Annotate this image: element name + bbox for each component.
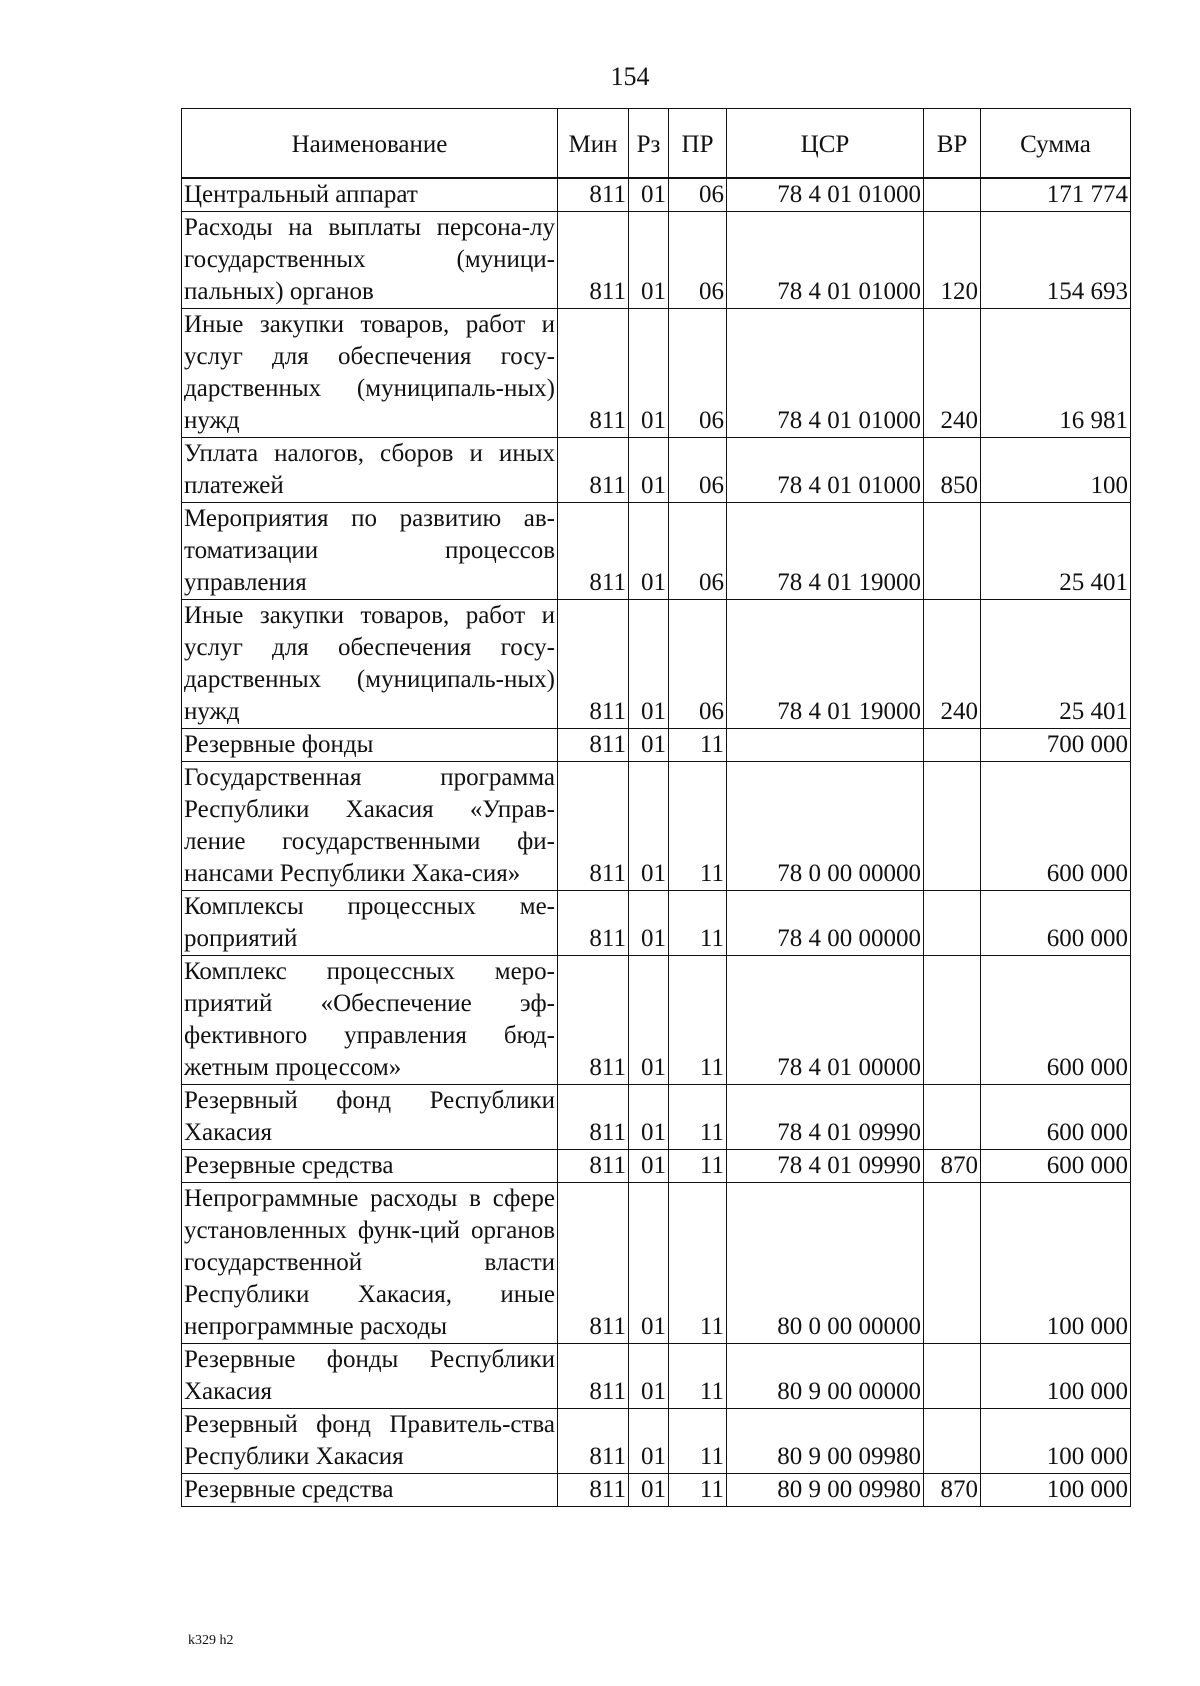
cell-pr: 11 <box>669 729 727 762</box>
cell-pr: 11 <box>669 1409 727 1474</box>
cell-sum: 154 693 <box>981 212 1131 309</box>
table-body <box>182 178 1131 1507</box>
cell-name: Иные закупки товаров, работ и услуг для обеспечения госу-дарственных (муниципаль-ных) нужд <box>182 600 558 729</box>
cell-name: Государственная программа Республики Хакасия «Управ-ление государственными фи-нансами Республики Хака-сия» <box>182 762 558 891</box>
cell-min: 811 <box>558 1150 629 1183</box>
cell-name: Резервные фонды Республики Хакасия <box>182 1344 558 1409</box>
cell-vr <box>924 503 981 600</box>
cell-csr: 78 4 01 00000 <box>727 956 924 1085</box>
cell-vr: 850 <box>924 438 981 503</box>
cell-name: Уплата налогов, сборов и иных платежей <box>182 438 558 503</box>
cell-csr: 78 4 01 01000 <box>727 438 924 503</box>
table-row <box>182 212 1131 309</box>
cell-sum: 700 000 <box>981 729 1131 762</box>
cell-rz: 01 <box>629 956 669 1085</box>
table-row <box>182 729 1131 762</box>
cell-rz: 01 <box>629 762 669 891</box>
cell-pr: 11 <box>669 891 727 956</box>
cell-min: 811 <box>558 438 629 503</box>
budget-table <box>181 108 1131 1507</box>
header-sum: Сумма <box>981 109 1131 179</box>
cell-rz: 01 <box>629 1150 669 1183</box>
cell-sum: 100 000 <box>981 1409 1131 1474</box>
header-pr: ПР <box>669 109 727 179</box>
cell-sum: 100 000 <box>981 1183 1131 1344</box>
cell-rz: 01 <box>629 1085 669 1150</box>
table-row <box>182 762 1131 891</box>
cell-vr <box>924 729 981 762</box>
cell-vr: 870 <box>924 1150 981 1183</box>
cell-min: 811 <box>558 1474 629 1507</box>
cell-name: Иные закупки товаров, работ и услуг для обеспечения госу-дарственных (муниципаль-ных) нужд <box>182 309 558 438</box>
cell-pr: 06 <box>669 600 727 729</box>
cell-vr: 240 <box>924 600 981 729</box>
cell-min: 811 <box>558 212 629 309</box>
cell-rz: 01 <box>629 503 669 600</box>
cell-pr: 11 <box>669 1183 727 1344</box>
header-vr: ВР <box>924 109 981 179</box>
cell-sum: 25 401 <box>981 503 1131 600</box>
cell-rz: 01 <box>629 600 669 729</box>
cell-sum: 100 000 <box>981 1344 1131 1409</box>
cell-pr: 06 <box>669 503 727 600</box>
cell-pr: 11 <box>669 956 727 1085</box>
cell-name: Мероприятия по развитию ав-томатизации процессов управления <box>182 503 558 600</box>
cell-rz: 01 <box>629 891 669 956</box>
page-number: 154 <box>610 62 650 91</box>
cell-csr: 78 4 01 09990 <box>727 1150 924 1183</box>
cell-name: Резервные средства <box>182 1150 558 1183</box>
table-row <box>182 891 1131 956</box>
cell-csr: 78 4 01 01000 <box>727 178 924 212</box>
cell-csr <box>727 729 924 762</box>
cell-rz: 01 <box>629 729 669 762</box>
cell-pr: 06 <box>669 438 727 503</box>
cell-vr <box>924 178 981 212</box>
cell-pr: 11 <box>669 1085 727 1150</box>
cell-name: Резервный фонд Правитель-ства Республики Хакасия <box>182 1409 558 1474</box>
cell-vr <box>924 956 981 1085</box>
cell-min: 811 <box>558 956 629 1085</box>
cell-vr <box>924 1409 981 1474</box>
cell-rz: 01 <box>629 309 669 438</box>
cell-csr: 78 4 01 01000 <box>727 212 924 309</box>
cell-rz: 01 <box>629 1409 669 1474</box>
cell-vr: 120 <box>924 212 981 309</box>
cell-min: 811 <box>558 178 629 212</box>
cell-min: 811 <box>558 1085 629 1150</box>
cell-vr <box>924 1183 981 1344</box>
cell-min: 811 <box>558 309 629 438</box>
table-row <box>182 1344 1131 1409</box>
header-csr: ЦСР <box>727 109 924 179</box>
cell-sum: 600 000 <box>981 956 1131 1085</box>
cell-csr: 78 4 00 00000 <box>727 891 924 956</box>
cell-pr: 06 <box>669 178 727 212</box>
table-row <box>182 1409 1131 1474</box>
cell-csr: 80 9 00 00000 <box>727 1344 924 1409</box>
cell-min: 811 <box>558 891 629 956</box>
cell-name: Резервный фонд Республики Хакасия <box>182 1085 558 1150</box>
table-row <box>182 438 1131 503</box>
cell-sum: 100 <box>981 438 1131 503</box>
cell-min: 811 <box>558 503 629 600</box>
cell-pr: 06 <box>669 309 727 438</box>
cell-vr <box>924 1085 981 1150</box>
cell-csr: 80 0 00 00000 <box>727 1183 924 1344</box>
header-name: Наименование <box>182 109 558 179</box>
cell-rz: 01 <box>629 1344 669 1409</box>
header-rz: Рз <box>629 109 669 179</box>
cell-min: 811 <box>558 1183 629 1344</box>
cell-pr: 06 <box>669 212 727 309</box>
cell-csr: 78 4 01 19000 <box>727 503 924 600</box>
cell-name: Комплекс процессных меро-приятий «Обеспечение эф-фективного управления бюд-жетным процессом» <box>182 956 558 1085</box>
cell-csr: 78 4 01 01000 <box>727 309 924 438</box>
cell-csr: 80 9 00 09980 <box>727 1409 924 1474</box>
cell-sum: 171 774 <box>981 178 1131 212</box>
table-row <box>182 600 1131 729</box>
table-row <box>182 1183 1131 1344</box>
table-row <box>182 503 1131 600</box>
cell-sum: 600 000 <box>981 891 1131 956</box>
table-row <box>182 1474 1131 1507</box>
cell-csr: 78 0 00 00000 <box>727 762 924 891</box>
cell-vr <box>924 1344 981 1409</box>
cell-pr: 11 <box>669 1344 727 1409</box>
cell-sum: 25 401 <box>981 600 1131 729</box>
cell-pr: 11 <box>669 762 727 891</box>
cell-min: 811 <box>558 1409 629 1474</box>
cell-name: Резервные фонды <box>182 729 558 762</box>
footer-code: k329 h2 <box>188 1633 234 1648</box>
table-header-row <box>182 109 1131 179</box>
table-row <box>182 178 1131 212</box>
cell-csr: 80 9 00 09980 <box>727 1474 924 1507</box>
cell-name: Расходы на выплаты персона-лу государственных (муници-пальных) органов <box>182 212 558 309</box>
cell-rz: 01 <box>629 212 669 309</box>
table-row <box>182 309 1131 438</box>
cell-csr: 78 4 01 09990 <box>727 1085 924 1150</box>
cell-sum: 16 981 <box>981 309 1131 438</box>
cell-rz: 01 <box>629 1474 669 1507</box>
cell-pr: 11 <box>669 1150 727 1183</box>
cell-vr <box>924 762 981 891</box>
cell-vr: 870 <box>924 1474 981 1507</box>
cell-vr: 240 <box>924 309 981 438</box>
header-min: Мин <box>558 109 629 179</box>
cell-name: Комплексы процессных ме-роприятий <box>182 891 558 956</box>
cell-rz: 01 <box>629 1183 669 1344</box>
cell-sum: 600 000 <box>981 1150 1131 1183</box>
cell-name: Резервные средства <box>182 1474 558 1507</box>
cell-name: Непрограммные расходы в сфере установленных функ-ций органов государственной власти Республики Хакасия, иные непрограммные расходы <box>182 1183 558 1344</box>
cell-rz: 01 <box>629 438 669 503</box>
cell-sum: 600 000 <box>981 1085 1131 1150</box>
cell-min: 811 <box>558 600 629 729</box>
cell-min: 811 <box>558 1344 629 1409</box>
cell-min: 811 <box>558 729 629 762</box>
cell-sum: 100 000 <box>981 1474 1131 1507</box>
cell-pr: 11 <box>669 1474 727 1507</box>
cell-min: 811 <box>558 762 629 891</box>
cell-name: Центральный аппарат <box>182 178 558 212</box>
cell-rz: 01 <box>629 178 669 212</box>
cell-vr <box>924 891 981 956</box>
table-row <box>182 1085 1131 1150</box>
cell-sum: 600 000 <box>981 762 1131 891</box>
table-row <box>182 956 1131 1085</box>
table-row <box>182 1150 1131 1183</box>
cell-csr: 78 4 01 19000 <box>727 600 924 729</box>
